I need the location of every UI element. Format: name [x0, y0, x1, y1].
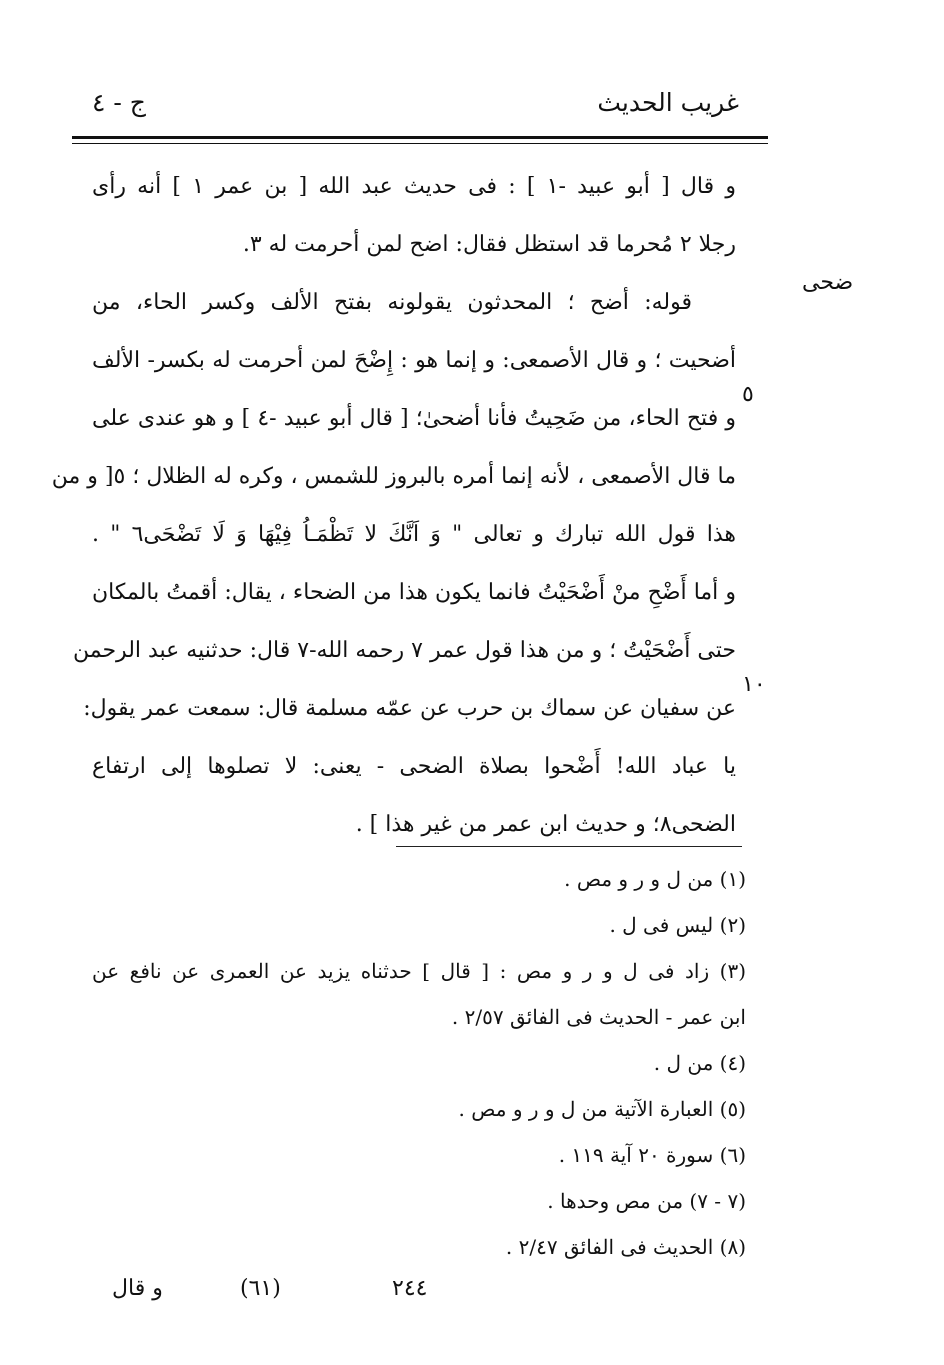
text-line: و فتح الحاء، من ضَحِيتُ فأنا أضحىٰ؛ [ قال أبو عبيد -٤ ] و هو عندى على — [92, 406, 737, 431]
text-line: و قال [ أبو عبيد -١ ] : فى حديث عبد الله [ بن عمر ١ ] أنه رأى — [92, 174, 736, 199]
footnote: (٨) الحديث فى الفائق ٢/٤٧ . — [505, 1235, 746, 1259]
page-number: ٢٤٤ — [392, 1276, 428, 1301]
text-line: الضحى٨؛ و حديث ابن عمر من غير هذا ] . — [355, 812, 736, 837]
text-line: يا عباد الله! أَضْحوا بصلاة الضحى - يعنى: لا تصلوها إلى ارتفاع — [92, 754, 736, 779]
footnote: (٥) العبارة الآتية من ل و ر و مص . — [458, 1097, 746, 1121]
text-line: ما قال الأصمعى ، لأنه إنما أمره بالبروز للشمس ، وكره له الظلال ؛ ٥[ و من — [51, 464, 736, 489]
running-title: غريب الحديث — [597, 88, 739, 117]
line-number-5: ٥ — [742, 382, 754, 407]
footnotes — [92, 856, 746, 1270]
header-rule-thin — [72, 143, 768, 144]
text-line: عن سفيان عن سماك بن حرب عن عمّه مسلمة قال: سمعت عمر يقول: — [83, 696, 736, 721]
text-line: و أما أَضْحِ منْ أَضْحَيْتُ فانما يكون هذا من الضحاء ، يقال: أقمتُ بالمكان — [92, 580, 736, 605]
folio-number: (٦١) — [240, 1276, 281, 1301]
margin-keyword: ضحى — [802, 270, 854, 295]
footnote: (٢) ليس فى ل . — [609, 913, 746, 937]
footnote: (٧ - ٧) من مص وحدها . — [547, 1189, 746, 1213]
footnote: (٣) زاد فى ل و ر و مص : [ قال ] حدثناه يزيد عن العمرى عن نافع عن — [92, 959, 746, 983]
text-line: رجلا ٢ مُحرما قد استظل فقال: اضح لمن أحرمت له ٣. — [242, 232, 736, 257]
text-line: قوله: أضح ؛ المحدثون يقولونه بفتح الألف وكسر الحاء، من — [92, 290, 692, 315]
line-number-10: ١٠ — [742, 672, 766, 697]
footnote: (١) من ل و ر و مص . — [564, 867, 746, 891]
footnote: ابن عمر - الحديث فى الفائق ٢/٥٧ . — [451, 1005, 746, 1029]
volume-marker: ج - ٤ — [92, 88, 146, 117]
footnote: (٤) من ل . — [653, 1051, 746, 1075]
text-line: حتى أَضْحَيْتُ ؛ و من هذا قول عمر ٧ رحمه الله-٧ قال: حدثنيه عبد الرحمن — [72, 638, 736, 663]
header-rule-thick — [72, 136, 768, 139]
footnote-separator — [396, 846, 742, 847]
main-text — [51, 158, 737, 854]
footnote: (٦) سورة ٢٠ آية ١١٩ . — [558, 1143, 746, 1167]
text-line: أضحيت ؛ و قال الأصمعى: و إنما هو : إِضْحَ لمن أحرمت له بكسر- الألف — [92, 348, 736, 373]
text-line: هذا قول الله تبارك و تعالى " وَ اَنَّكَ لا تَظْمَـاُ فِيْهَا وَ لَا تَضْحَى٦ " . — [92, 522, 736, 547]
catchword: و قال — [112, 1276, 163, 1301]
